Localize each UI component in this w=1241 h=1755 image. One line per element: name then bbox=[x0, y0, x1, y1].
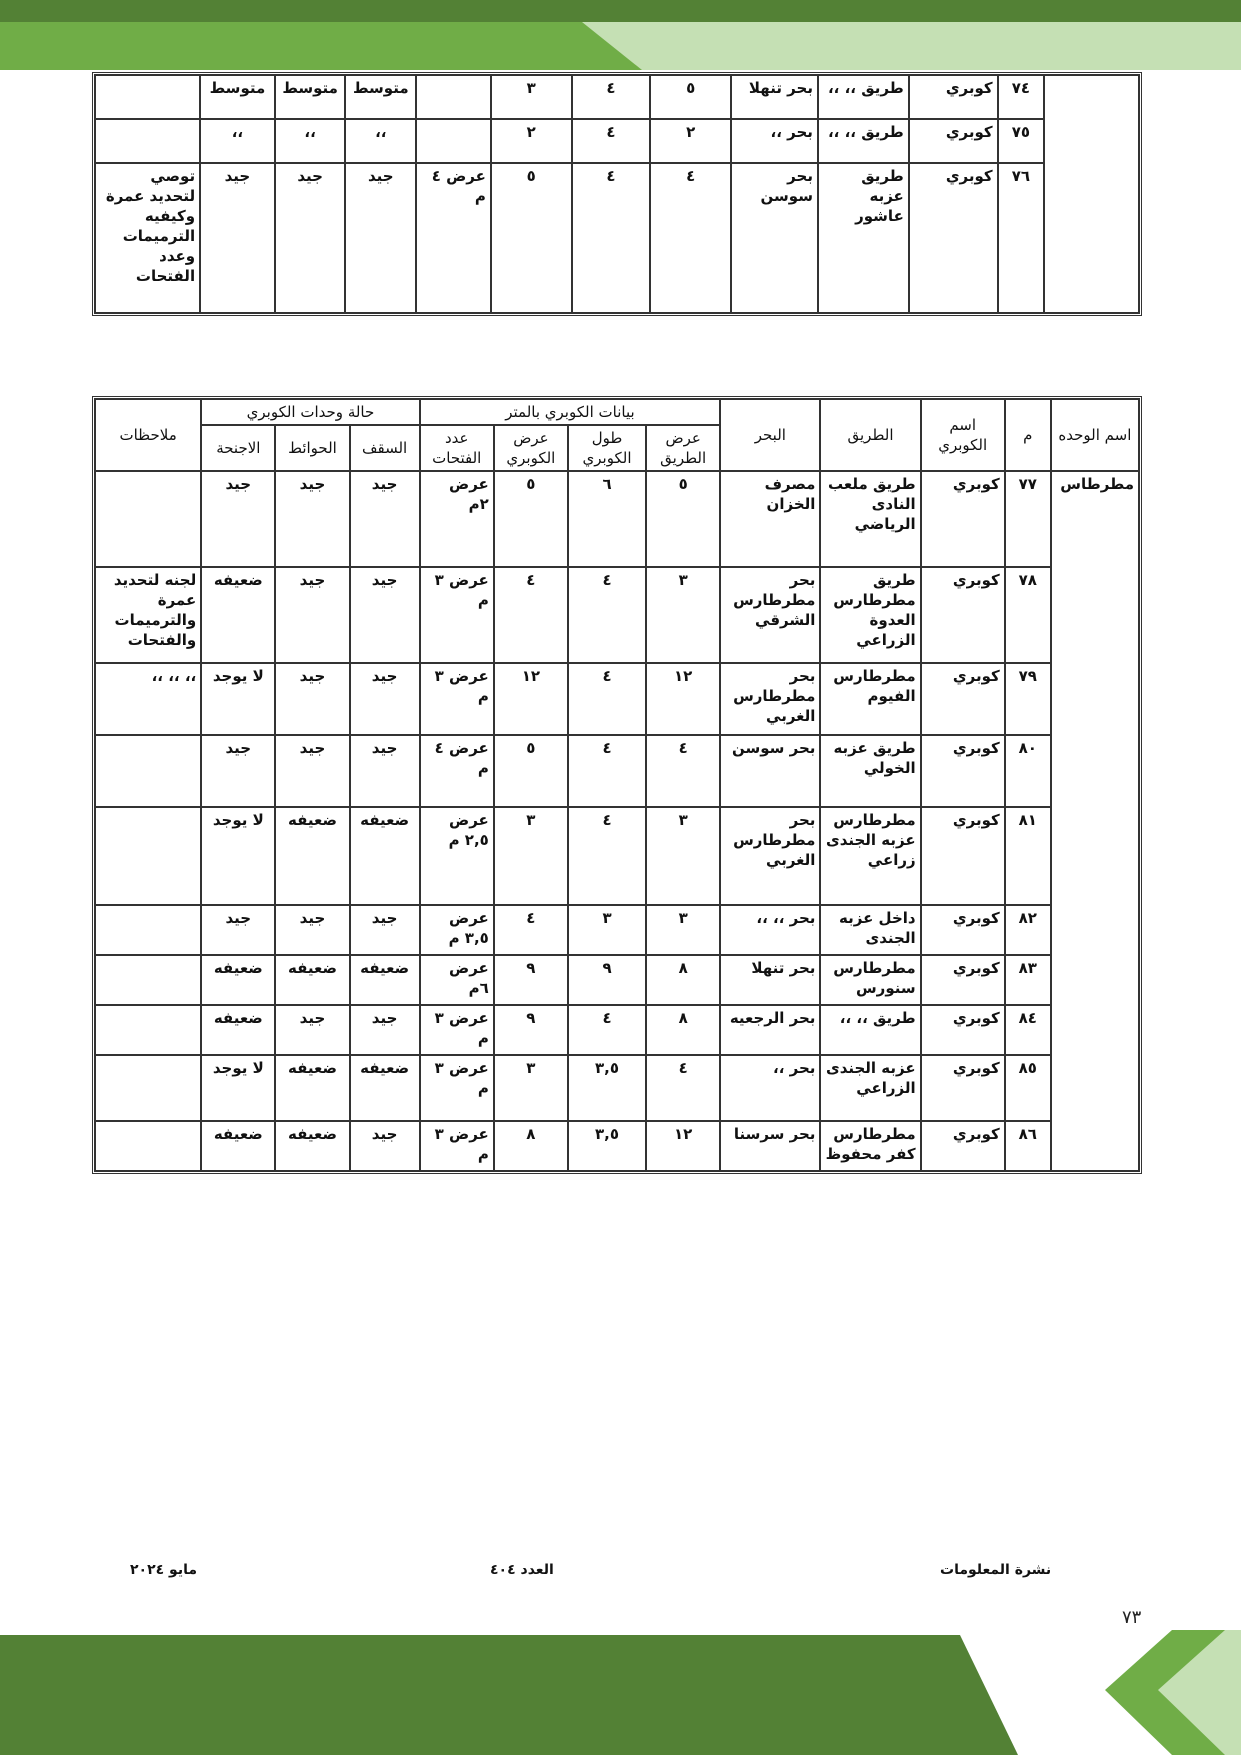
cell-roof: جيد bbox=[350, 1005, 420, 1055]
header-bridge-width: عرض الكوبري bbox=[494, 425, 568, 471]
cell-notes: لجنه لتحديد عمرة والترميمات والفتحات bbox=[95, 567, 201, 663]
cell-wings: ضعيفه bbox=[201, 567, 275, 663]
header-road-width: عرض الطريق bbox=[646, 425, 720, 471]
cell-sea: بحر الرجعيه bbox=[720, 1005, 820, 1055]
table-row bbox=[95, 163, 1139, 313]
header-decoration bbox=[0, 0, 1241, 75]
cell-bridge-l: ٤ bbox=[568, 567, 646, 663]
cell-road-w: ٨ bbox=[646, 1005, 720, 1055]
header-bridge-data-group: بيانات الكوبري بالمتر bbox=[420, 399, 721, 425]
table-row bbox=[95, 1005, 1139, 1055]
cell-name: كوبري bbox=[921, 1121, 1005, 1171]
cell-sea: بحر مطرطارس الغربي bbox=[720, 663, 820, 735]
cell-roof: ضعيفه bbox=[350, 807, 420, 905]
header-openings: عدد الفتحات bbox=[420, 425, 494, 471]
cell-bridge-l: ٤ bbox=[568, 1005, 646, 1055]
cell-walls: متوسط bbox=[275, 75, 346, 119]
cell-road: طريق ،، ،، bbox=[818, 119, 909, 163]
cell-walls: جيد bbox=[275, 163, 346, 313]
header-m: م bbox=[1005, 399, 1051, 471]
cell-name: كوبري bbox=[909, 119, 998, 163]
cell-wings: جيد bbox=[201, 905, 275, 955]
cell-bridge-w: ٤ bbox=[494, 567, 568, 663]
bridges-table-matartas bbox=[92, 396, 1142, 1174]
cell-notes bbox=[95, 1121, 201, 1171]
cell-openings: عرض ٢,٥ م bbox=[420, 807, 494, 905]
table-row bbox=[95, 807, 1139, 905]
cell-m: ٧٩ bbox=[1005, 663, 1051, 735]
cell-m: ٧٥ bbox=[998, 119, 1044, 163]
cell-name: كوبري bbox=[921, 905, 1005, 955]
cell-bridge-l: ٤ bbox=[572, 75, 651, 119]
cell-name: كوبري bbox=[921, 955, 1005, 1005]
cell-bridge-w: ٥ bbox=[494, 735, 568, 807]
table-row bbox=[95, 567, 1139, 663]
bridges-table-continued bbox=[92, 72, 1142, 316]
cell-name: كوبري bbox=[909, 75, 998, 119]
cell-sea: بحر ،، ،، bbox=[720, 905, 820, 955]
cell-bridge-l: ٤ bbox=[572, 163, 651, 313]
cell-notes bbox=[95, 471, 201, 567]
cell-walls: جيد bbox=[275, 905, 349, 955]
cell-sea: بحر ،، bbox=[731, 119, 818, 163]
cell-roof: ،، bbox=[345, 119, 416, 163]
cell-openings: عرض ٣ م bbox=[420, 1121, 494, 1171]
cell-name: كوبري bbox=[921, 663, 1005, 735]
cell-wings: جيد bbox=[201, 471, 275, 567]
cell-bridge-l: ٤ bbox=[568, 807, 646, 905]
cell-road-w: ٢ bbox=[650, 119, 731, 163]
header-roof: السقف bbox=[350, 425, 420, 471]
cell-road: داخل عزبه الجندى bbox=[820, 905, 920, 955]
cell-openings: عرض ٣ م bbox=[420, 567, 494, 663]
cell-m: ٨٣ bbox=[1005, 955, 1051, 1005]
cell-wings: لا يوجد bbox=[201, 663, 275, 735]
cell-openings bbox=[416, 119, 491, 163]
cell-walls: جيد bbox=[275, 663, 349, 735]
cell-m: ٧٦ bbox=[998, 163, 1044, 313]
cell-openings: عرض ٣,٥ م bbox=[420, 905, 494, 955]
cell-roof: جيد bbox=[350, 905, 420, 955]
cell-sea: بحر مطرطارس الشرقي bbox=[720, 567, 820, 663]
footer-publication: نشرة المعلومات bbox=[940, 1562, 1052, 1578]
cell-road-w: ٣ bbox=[646, 807, 720, 905]
cell-bridge-w: ٣ bbox=[491, 75, 572, 119]
cell-m: ٨٢ bbox=[1005, 905, 1051, 955]
cell-roof: جيد bbox=[350, 735, 420, 807]
unit-name-cell: مطرطاس bbox=[1051, 471, 1139, 1171]
cell-m: ٨٠ bbox=[1005, 735, 1051, 807]
cell-roof: جيد bbox=[345, 163, 416, 313]
footer-decoration bbox=[0, 1630, 1241, 1755]
cell-notes bbox=[95, 955, 201, 1005]
cell-sea: بحر سوسن bbox=[720, 735, 820, 807]
cell-road: عزبه الجندى الزراعي bbox=[820, 1055, 920, 1121]
header-notes: ملاحظات bbox=[95, 399, 201, 471]
cell-openings: عرض ٤ م bbox=[420, 735, 494, 807]
cell-wings: لا يوجد bbox=[201, 807, 275, 905]
cell-walls: ضعيفه bbox=[275, 807, 349, 905]
header-bridge-length: طول الكوبري bbox=[568, 425, 646, 471]
cell-roof: جيد bbox=[350, 471, 420, 567]
cell-road: طريق مطرطارس العدوة الزراعي bbox=[820, 567, 920, 663]
cell-openings: عرض ٤ م bbox=[416, 163, 491, 313]
cell-wings: ضعيفه bbox=[201, 955, 275, 1005]
cell-bridge-l: ٤ bbox=[572, 119, 651, 163]
cell-notes bbox=[95, 807, 201, 905]
cell-wings: ضعيفه bbox=[201, 1121, 275, 1171]
cell-openings bbox=[416, 75, 491, 119]
cell-road: مطرطارس الفيوم bbox=[820, 663, 920, 735]
cell-road-w: ٤ bbox=[650, 163, 731, 313]
cell-openings: عرض ٢م bbox=[420, 471, 494, 567]
cell-road: طريق ،، ،، bbox=[818, 75, 909, 119]
table-row bbox=[95, 735, 1139, 807]
header-status-group: حالة وحدات الكوبري bbox=[201, 399, 419, 425]
table-row bbox=[95, 663, 1139, 735]
cell-m: ٧٤ bbox=[998, 75, 1044, 119]
cell-sea: بحر تنهلا bbox=[720, 955, 820, 1005]
cell-road-w: ١٢ bbox=[646, 663, 720, 735]
cell-wings: ،، bbox=[200, 119, 275, 163]
cell-name: كوبري bbox=[921, 807, 1005, 905]
cell-bridge-l: ٤ bbox=[568, 663, 646, 735]
cell-notes bbox=[95, 1005, 201, 1055]
table-row bbox=[95, 905, 1139, 955]
cell-road-w: ٣ bbox=[646, 567, 720, 663]
cell-openings: عرض ٣ م bbox=[420, 1005, 494, 1055]
cell-roof: جيد bbox=[350, 567, 420, 663]
cell-m: ٨٥ bbox=[1005, 1055, 1051, 1121]
cell-road-w: ٨ bbox=[646, 955, 720, 1005]
cell-road-w: ٣ bbox=[646, 905, 720, 955]
unit-name-cell bbox=[1044, 75, 1139, 313]
cell-bridge-w: ١٢ bbox=[494, 663, 568, 735]
cell-road-w: ٥ bbox=[646, 471, 720, 567]
cell-road: مطرطارس كفر محفوظ bbox=[820, 1121, 920, 1171]
table-row bbox=[95, 1121, 1139, 1171]
cell-walls: ضعيفه bbox=[275, 955, 349, 1005]
cell-road-w: ١٢ bbox=[646, 1121, 720, 1171]
cell-roof: ضعيفه bbox=[350, 1055, 420, 1121]
cell-notes bbox=[95, 1055, 201, 1121]
cell-sea: بحر ،، bbox=[720, 1055, 820, 1121]
cell-bridge-l: ٣ bbox=[568, 905, 646, 955]
table-row bbox=[95, 1055, 1139, 1121]
cell-bridge-w: ٣ bbox=[494, 1055, 568, 1121]
table-row bbox=[95, 955, 1139, 1005]
cell-bridge-w: ٨ bbox=[494, 1121, 568, 1171]
cell-roof: جيد bbox=[350, 1121, 420, 1171]
cell-walls: جيد bbox=[275, 1005, 349, 1055]
cell-road: طريق ،، ،، bbox=[820, 1005, 920, 1055]
cell-sea: بحر سرسنا bbox=[720, 1121, 820, 1171]
cell-walls: ضعيفه bbox=[275, 1121, 349, 1171]
cell-m: ٨٤ bbox=[1005, 1005, 1051, 1055]
cell-name: كوبري bbox=[909, 163, 998, 313]
cell-wings: متوسط bbox=[200, 75, 275, 119]
cell-wings: جيد bbox=[200, 163, 275, 313]
cell-wings: ضعيفه bbox=[201, 1005, 275, 1055]
cell-road: طريق ملعب النادى الرياضي bbox=[820, 471, 920, 567]
cell-roof: ضعيفه bbox=[350, 955, 420, 1005]
cell-walls: ،، bbox=[275, 119, 346, 163]
header-unit: اسم الوحده bbox=[1051, 399, 1139, 471]
header-sea: البحر bbox=[720, 399, 820, 471]
cell-bridge-l: ٣,٥ bbox=[568, 1055, 646, 1121]
cell-wings: جيد bbox=[201, 735, 275, 807]
cell-walls: جيد bbox=[275, 567, 349, 663]
cell-bridge-l: ٤ bbox=[568, 735, 646, 807]
footer-issue: العدد ٤٠٤ bbox=[490, 1562, 554, 1578]
cell-m: ٨١ bbox=[1005, 807, 1051, 905]
cell-name: كوبري bbox=[921, 1005, 1005, 1055]
cell-road-w: ٤ bbox=[646, 1055, 720, 1121]
header-bridge-name: اسم الكوبري bbox=[921, 399, 1005, 471]
cell-m: ٨٦ bbox=[1005, 1121, 1051, 1171]
cell-sea: مصرف الخزان bbox=[720, 471, 820, 567]
cell-notes: توصي لتحديد عمرة وكيفيه الترميمات وعدد الفتحات bbox=[95, 163, 200, 313]
cell-road: مطرطارس عزبه الجندى زراعي bbox=[820, 807, 920, 905]
cell-bridge-w: ٩ bbox=[494, 1005, 568, 1055]
cell-notes bbox=[95, 119, 200, 163]
cell-bridge-w: ٣ bbox=[494, 807, 568, 905]
cell-road-w: ٤ bbox=[646, 735, 720, 807]
table-row bbox=[95, 119, 1139, 163]
cell-roof: جيد bbox=[350, 663, 420, 735]
header-wings: الاجنحة bbox=[201, 425, 275, 471]
cell-sea: بحر مطرطارس الغربي bbox=[720, 807, 820, 905]
cell-sea: بحر تنهلا bbox=[731, 75, 818, 119]
header-road: الطريق bbox=[820, 399, 920, 471]
table-row bbox=[95, 471, 1139, 567]
cell-bridge-w: ٤ bbox=[494, 905, 568, 955]
cell-notes bbox=[95, 75, 200, 119]
cell-walls: جيد bbox=[275, 735, 349, 807]
cell-bridge-l: ٣,٥ bbox=[568, 1121, 646, 1171]
cell-bridge-l: ٦ bbox=[568, 471, 646, 567]
cell-bridge-w: ٩ bbox=[494, 955, 568, 1005]
cell-bridge-w: ٥ bbox=[494, 471, 568, 567]
cell-m: ٧٧ bbox=[1005, 471, 1051, 567]
cell-wings: لا يوجد bbox=[201, 1055, 275, 1121]
cell-name: كوبري bbox=[921, 567, 1005, 663]
cell-openings: عرض ٦م bbox=[420, 955, 494, 1005]
cell-bridge-w: ٥ bbox=[491, 163, 572, 313]
cell-sea: بحر سوسن bbox=[731, 163, 818, 313]
cell-openings: عرض ٣ م bbox=[420, 663, 494, 735]
cell-m: ٧٨ bbox=[1005, 567, 1051, 663]
page-number: ٧٣ bbox=[1122, 1607, 1142, 1628]
cell-name: كوبري bbox=[921, 1055, 1005, 1121]
cell-openings: عرض ٣ م bbox=[420, 1055, 494, 1121]
cell-notes: ،، ،، ،، bbox=[95, 663, 201, 735]
cell-notes bbox=[95, 735, 201, 807]
cell-notes bbox=[95, 905, 201, 955]
cell-walls: ضعيفه bbox=[275, 1055, 349, 1121]
cell-walls: جيد bbox=[275, 471, 349, 567]
cell-road: طريق عزبه الخولي bbox=[820, 735, 920, 807]
cell-bridge-l: ٩ bbox=[568, 955, 646, 1005]
table-row bbox=[95, 75, 1139, 119]
cell-name: كوبري bbox=[921, 471, 1005, 567]
footer-date: مايو ٢٠٢٤ bbox=[130, 1562, 198, 1578]
header-walls: الحوائط bbox=[275, 425, 349, 471]
cell-road: طريق عزبه عاشور bbox=[818, 163, 909, 313]
cell-roof: متوسط bbox=[345, 75, 416, 119]
cell-bridge-w: ٢ bbox=[491, 119, 572, 163]
cell-road-w: ٥ bbox=[650, 75, 731, 119]
cell-name: كوبري bbox=[921, 735, 1005, 807]
cell-road: مطرطارس سنورس bbox=[820, 955, 920, 1005]
